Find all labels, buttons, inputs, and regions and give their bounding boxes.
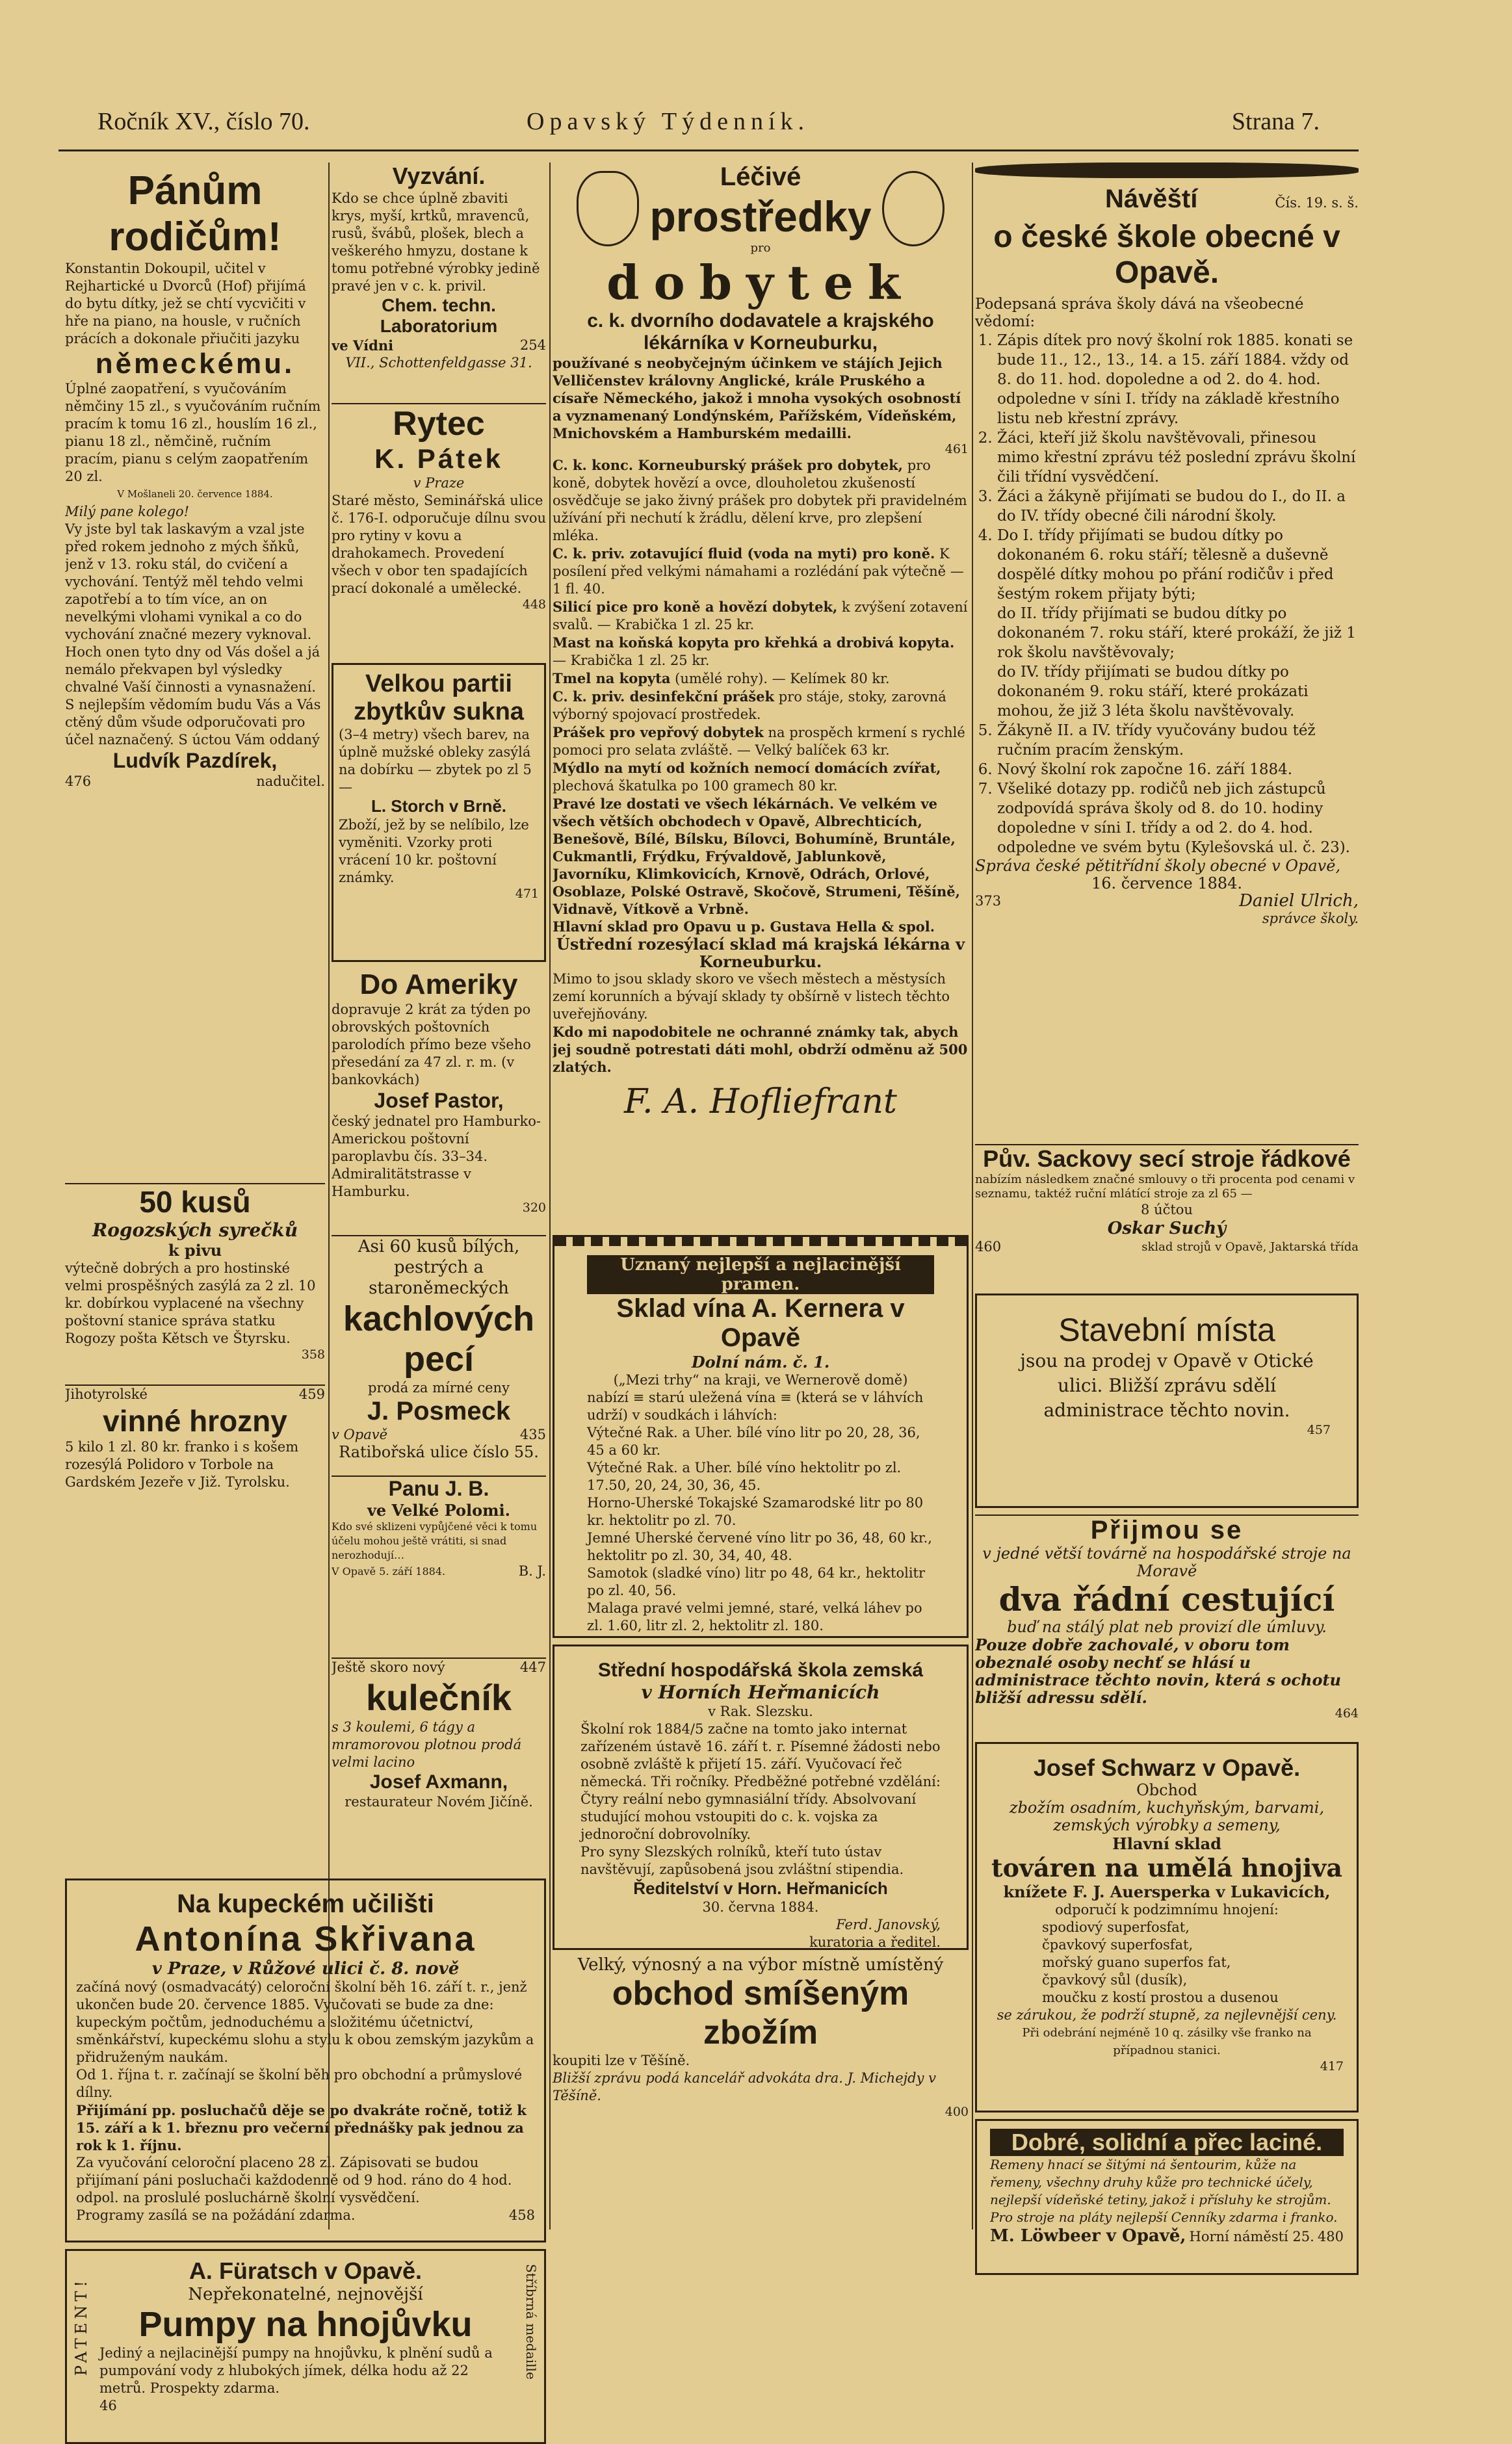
- wine-item: Malaga pravé velmi jemné, staré, velká láhev po zl. 1.60, litr zl. 2, hektolitr zl. 180.: [587, 1600, 922, 1633]
- ad-text: zbožím osadním, kuchyňským, barvami, zemských výrobky a semeny,: [1009, 1799, 1325, 1834]
- ad-date: 16. července 1884.: [1091, 874, 1243, 892]
- ad-text: s 3 koulemi, 6 tágy a mramorovou plotnou prodá velmi lacino: [332, 1719, 522, 1770]
- ad-text: Hlavní sklad pro Opavu u p. Gustava Hella & spol.: [553, 918, 935, 935]
- ad-title: prostředky: [649, 192, 872, 240]
- ad-side-label: Stříbrná medaille: [523, 2264, 539, 2380]
- ad-signature: Daniel Ulrich,: [1239, 891, 1359, 911]
- wine-item: Horno-Uherské Tokajské Szamarodské litr po 80 kr. hektolitr po zl. 70.: [587, 1495, 924, 1528]
- ad-title: Na kupeckém učilišti: [177, 1890, 434, 1918]
- notice-item: 3. Žáci a žákyně přijímati se budou do I., do II. a do IV. třídy obecné čili národní školy.: [997, 487, 1359, 526]
- ad-text: Přijímání pp. posluchačů děje se po dvakráte ročně, totiž k 15. září a k 1. březnu pro večerní přednášky pak jednou za rok k 1. říjnu.: [76, 2102, 527, 2153]
- product-name: C. k. priv. desinfekční prášek: [553, 688, 775, 705]
- ad-number: 358: [301, 1347, 325, 1362]
- horse-icon: [882, 171, 945, 246]
- product-name: Tmel na kopyta: [553, 670, 671, 686]
- ad-notice-polomi: [332, 1476, 546, 1652]
- ad-subtitle: ve Velké Polomi.: [367, 1501, 511, 1520]
- ad-headline: německému.: [95, 348, 295, 380]
- ad-title: Velkou partii zbytkův sukna: [354, 670, 524, 725]
- product-name: C. k. priv. zotavující fluid (voda na myti) pro koně.: [553, 545, 935, 562]
- ad-text: v Opavě: [332, 1427, 388, 1442]
- ad-subtitle: Nepřekonatelné, nejnovější: [188, 2285, 423, 2304]
- product-item: moučku z kostí prostou a dusenou: [1042, 1990, 1279, 2005]
- ad-seed-drills: [975, 1144, 1359, 1288]
- ad-title: Josef Schwarz v Opavě.: [1033, 1754, 1301, 1781]
- ad-text: restaurateur Novém Jičíně.: [345, 1794, 533, 1810]
- ad-name: M. Löwbeer v Opavě,: [990, 2226, 1186, 2246]
- notice-item: 2. Žáci, kteří již školu navštěvovali, přinesou mimo křestní zprávu též poslední zprávu školní čili třídní vysvědčení.: [997, 428, 1359, 487]
- ad-title: obchod smíšeným zbožím: [612, 1975, 909, 2051]
- ad-billiards: [332, 1658, 546, 1873]
- product-name: Mýdlo na mytí od kožních nemocí domácích zvířat,: [553, 760, 941, 776]
- ad-grapes: [65, 1384, 325, 1516]
- ad-text: Pouze dobře zachovalé, v oboru tom obeznalé osoby nechť se hlásí u administrace těchto novin, která s ochotu bližší adressu sdělí.: [975, 1635, 1342, 1707]
- ad-name: J. Posmeck: [367, 1397, 511, 1425]
- ad-title: Návěští: [1105, 185, 1198, 213]
- ad-headline: dva řádní cestující: [998, 1580, 1335, 1618]
- ad-text: výtečně dobrých a pro hostinské velmi prospěšných zasýlá za 2 zl. 10 kr. dobírkou vyplacené na všechny poštovní stanice správa statku Rogozy pošta Kětsch ve Štyrsku.: [65, 1260, 316, 1346]
- ad-title: kulečník: [365, 1677, 512, 1718]
- ad-signature: Ludvík Pazdírek,: [112, 749, 278, 772]
- ad-text: odporučí k podzimnímu hnojení:: [1055, 1902, 1279, 1918]
- product-name: Prášek pro vepřový dobytek: [553, 724, 764, 740]
- ad-headline: Pumpy na hnojůvku: [138, 2305, 473, 2344]
- ad-headline: Chem. techn. Laboratorium: [380, 295, 498, 336]
- ad-text: nabízí ≡ starú uležená vína ≡ (která se v láhvích udrží) v soudkách i láhvích:: [587, 1390, 924, 1423]
- ad-text: Asi 60 kusů bílých, pestrých a staroněmeckých: [358, 1237, 520, 1298]
- ad-banner: Uznaný nejlepší a nejlacinější pramen.: [587, 1255, 934, 1294]
- column-divider: [549, 162, 551, 2230]
- notice-list: [975, 331, 1359, 857]
- ad-text: nadučitel.: [256, 774, 325, 789]
- product-text: k zvýšení zotavení svalů. — Krabička 1 zl. 25 kr.: [553, 599, 968, 632]
- wine-item: Výtečné Rak. a Uher. bílé víno hektolitr po zl. 17.50, 20, 24, 30, 36, 45.: [587, 1460, 902, 1493]
- ad-number: 464: [1335, 1706, 1359, 1721]
- product-text: pro stáje, stoky, zarovná výborný spojovací prostředek.: [553, 689, 946, 722]
- ad-number: 447: [519, 1659, 546, 1675]
- ad-name: Oskar Suchý: [1107, 1219, 1227, 1238]
- ad-text: v jedné větší továrně na hospodářské stroje na Moravě: [982, 1544, 1351, 1580]
- ad-number: 458: [508, 2207, 535, 2223]
- ad-number: 320: [522, 1201, 546, 1215]
- ad-title: Pánům rodičům!: [109, 168, 281, 259]
- column-divider: [972, 162, 973, 2230]
- ad-text: Školní rok 1884/5 začne na tomto jako internat zařízeném ústavě 16. září t. r. Písemné žádosti nebo osobně zvláště k přijetí 15. září. Vyučovací řeč německá. Tři ročníky. Předběžné potřebné vzdělání: Čtyry reální nebo gymnasiální třídy. Absolvovaní studující mohou vstoupiti do c. k. vojska za jednoroční dobrovolníky.: [580, 1721, 941, 1842]
- ad-fertilizer: [975, 1742, 1359, 2112]
- ad-title: Vyzvání.: [392, 162, 486, 189]
- ad-subtitle: c. k. dvorního dodavatele a krajského lékárníka v Korneuburku,: [587, 310, 934, 354]
- ad-title: vinné hrozny: [103, 1404, 287, 1438]
- ad-veterinary: [553, 162, 969, 1228]
- product-text: (umělé rohy). — Kelímek 80 kr.: [675, 671, 890, 686]
- ad-number: 459: [298, 1386, 325, 1402]
- notice-item: 5. Žákyně II. a IV. třídy vyučovány budou též ručním pracím ženským.: [997, 721, 1359, 760]
- ad-shop-sale: [553, 1956, 969, 2145]
- ad-text: jsou na prodej v Opavě v Otické ulici. Bližší zprávu sdělí administrace těchto novin.: [1020, 1350, 1314, 1421]
- ad-title: kachlových pecí: [343, 1299, 535, 1379]
- ad-text: prodá za mírné ceny: [368, 1380, 510, 1396]
- ad-text: sklad strojů v Opavě, Jaktarská třída: [1141, 1240, 1359, 1254]
- ad-text: Programy zasílá se na požádání zdarma.: [76, 2207, 356, 2223]
- ad-text: Horní náměstí 25.: [1189, 2229, 1314, 2244]
- ad-text: 5 kilo 1 zl. 80 kr. franko i s košem rozesýlá Polidoro v Torbole na Gardském Jezeře v Již. Tyrolsku.: [65, 1439, 299, 1490]
- ad-name: Josef Pastor,: [374, 1089, 504, 1112]
- ad-subtitle: Dolní nám. č. 1.: [691, 1353, 830, 1372]
- ad-text: správce školy.: [1262, 911, 1359, 926]
- ad-subtitle: Hlavní sklad: [1112, 1834, 1221, 1853]
- ad-number: 457: [1307, 1423, 1331, 1437]
- product-item: čpavkový superfosfat,: [1042, 1937, 1193, 1953]
- ad-salesmen: [975, 1514, 1359, 1737]
- ad-number: 373: [975, 893, 1002, 909]
- ad-subtitle: v Horních Heřmanicích: [641, 1682, 880, 1703]
- ad-date: V Mošlaneli 20. července 1884.: [117, 488, 273, 500]
- ad-text: Při odebrání nejméně 10 q. zásilky vše franko na případnou stanici.: [1022, 2026, 1312, 2057]
- ad-title: Dobré, solidní a přec laciné.: [990, 2129, 1344, 2156]
- ad-text: se zárukou, že podrží stupně, za nejlevnější ceny.: [997, 2007, 1337, 2023]
- ad-number: 476: [65, 774, 92, 789]
- ad-headline: továren na umělá hnojiva: [991, 1853, 1342, 1882]
- ad-text: V Opavě 5. září 1884.: [332, 1565, 446, 1578]
- ad-text: (3–4 metry) všech barev, na úplně mužské obleky zasýlá na dobírku — zbytek po zl 5 —: [339, 727, 532, 795]
- ad-text: v Praze: [413, 475, 465, 491]
- ad-text: kuratoria a ředitel.: [809, 1934, 941, 1950]
- ad-engraver: [332, 403, 546, 658]
- notice-item: do II. třídy přijímati se budou dítky po dokonaném 7. roku stáří, které prokáží, že již 1 rok školu navštěvovaly;: [997, 605, 1356, 661]
- ad-title: Sklad vína A. Kernera v Opavě: [616, 1294, 905, 1352]
- ad-subtitle: k pivu: [168, 1241, 222, 1260]
- ad-text: („Mezi trhy“ na kraji, ve Wernerově domě): [613, 1372, 908, 1388]
- notice-item: 1. Zápis dítek pro nový školní rok 1885. konati se bude 11., 12., 13., 14. a 15. září 1884. vždy od 8. do 11. hod. dopoledne a od 2. do 4. hod. odpoledne v síni I. třídy na základě křestního listu neb křestní zprávy.: [997, 331, 1359, 428]
- issue-label: Ročník XV., číslo 70.: [98, 108, 310, 135]
- masthead: Opavský Týdenník.: [527, 108, 810, 135]
- ad-subtitle: v Praze, v Růžové ulici č. 8. nově: [151, 1959, 460, 1979]
- ad-title: Panu J. B.: [388, 1477, 489, 1500]
- ad-text: český jednatel pro Hamburko-Americkou poštovní paroplavbu čís. 33–34. Admiralitätstrasse v Hamburku.: [332, 1113, 541, 1199]
- ad-stoves: [332, 1235, 546, 1470]
- ad-text: Kdo své sklizeni vypůjčené věci k tomu účelu mohou ještě vrátiti, si snad nerozhodují…: [332, 1520, 538, 1561]
- product-text: — Krabička 1 zl. 25 kr.: [553, 653, 710, 668]
- ad-text: VII., Schottenfeldgasse 31.: [345, 355, 532, 370]
- ad-number: Čís. 19. s. š.: [1275, 195, 1359, 211]
- crest-icon: [577, 171, 639, 246]
- ornament-bar: [975, 162, 1359, 178]
- ad-title: Léčivé: [720, 162, 802, 191]
- product-text: pro koně, dobytek hovězí a ovce, dlouholetou zkušeností osvědčuje se jako živný prášek pro dobytek při pravidelném užívání při nechutí k žrádlu, dělení krve, pro zlepšení mléka.: [553, 458, 967, 543]
- ad-title: Rytec: [393, 405, 485, 443]
- ad-name: Josef Axmann,: [369, 1771, 508, 1793]
- ad-number: 46: [99, 2398, 117, 2413]
- ad-cheese: [65, 1183, 325, 1379]
- ad-headline: Ředitelství v Horn. Heřmanicích: [633, 1878, 888, 1898]
- ornament-border: [554, 1237, 967, 1246]
- ad-text: Mimo to jsou sklady skoro ve všech městech a městysích zemí korunních a bývají sklady ty obšírně v listech těchto uveřejňovány.: [553, 971, 950, 1022]
- ad-text: B. J.: [518, 1563, 546, 1579]
- ad-title: Střední hospodářská škola zemská: [597, 1659, 924, 1681]
- ad-name: L. Storch v Brně.: [371, 796, 507, 816]
- ad-text: Ratibořská ulice číslo 55.: [339, 1443, 539, 1461]
- product-text: na prospěch krmení s rychlé pomoci pro selata zvláště. — Velký balíček 63 kr.: [553, 725, 965, 758]
- ad-text: dopravuje 2 krát za týden po obrovských poštovních parolodích přímo beze všeho přesedání za 47 zl. r. m. (v bankovkách): [332, 1002, 531, 1087]
- product-item: spodiový superfosfat,: [1042, 1919, 1190, 1935]
- ad-wine: [553, 1235, 969, 1638]
- ad-text: Ústřední rozesýlací sklad má krajská lékárna v Korneuburku.: [556, 935, 965, 971]
- ad-text: buď na stálý plat neb provizí dle úmluvy.: [1007, 1618, 1327, 1636]
- ad-name: Antonína Skřivana: [135, 1919, 476, 1958]
- ad-text: Kdo mi napodobitele ne ochranné známky tak, abych jej soudně potrestati dáti mohl, obdrží odměnu až 500 zlatých.: [553, 1024, 968, 1075]
- ad-text: Zboží, jež by se nelíbilo, lze vyměniti. Vzorky proti vrácení 10 kr. poštovní známky.: [339, 817, 529, 885]
- ad-number: 460: [975, 1239, 1002, 1254]
- ad-america: [332, 968, 546, 1228]
- ad-parents: [65, 162, 325, 1176]
- ad-text: Ještě skoro nový: [332, 1659, 445, 1675]
- ad-title: Přijmou se: [1090, 1516, 1244, 1544]
- ad-text: Správa české pětitřídní školy obecné v Opavě,: [975, 857, 1341, 875]
- wine-item: [587, 1635, 934, 1638]
- ad-agricultural-school: [553, 1644, 969, 1950]
- ad-text: používané s neobyčejným účinkem ve stájích Jejich Velličenstev královny Anglické, krále Pruského a císaře Německého, jakož i mnoha vysokých osobností a vyznamenaný Londýnském, Pařížském, Vídeňském, Mnichovském a Hamburském medailli.: [553, 355, 961, 441]
- ad-signature: Ferd. Janovský,: [836, 1917, 941, 1932]
- ad-text: nabízím následkem značné smlouvy o tři procenta pod cenami v seznamu, taktéž ruční mlátící stroje za zl 65 —: [975, 1173, 1355, 1201]
- ad-headline: o české škole obecné v Opavě.: [993, 220, 1340, 290]
- ad-name: K. Pátek: [374, 443, 503, 474]
- ad-title: 50 kusů: [139, 1185, 251, 1219]
- signature: F. A. Hofliefrant: [624, 1082, 897, 1121]
- header-rule: [59, 150, 1359, 151]
- ad-building-plots: [975, 1294, 1359, 1508]
- page-number: Strana 7.: [1231, 108, 1320, 135]
- product-name: C. k. konc. Korneuburský prášek pro dobytek,: [553, 457, 903, 473]
- notice-item: 4. Do I. třídy přijímati se budou dítky po dokonaném 6. roku stáří; tělesně a duševně dospělé dítky mohou po přání rodičův i před šestým rokem přijaty býti;: [997, 526, 1359, 604]
- ad-text: 8 účtou: [1141, 1202, 1193, 1217]
- ad-belts: [975, 2119, 1359, 2275]
- ad-school-notice: [975, 162, 1359, 1138]
- ad-text: Milý pane kolego!: [65, 504, 190, 519]
- wine-item: Výtečné Rak. a Uher. bílé víno litr po 20, 28, 36, 45 a 60 kr.: [587, 1425, 920, 1458]
- newspaper-page: [59, 91, 1359, 2413]
- ad-pumps: [65, 2249, 546, 2444]
- notice-item: do IV. třídy přijímati se budou dítky po dokonaném 9. roku stáří, které prokázati mohou, že již 3 léta školu navštěvovaly.: [997, 664, 1309, 720]
- ad-text: Podepsaná správa školy dává na všeobecné vědomí:: [975, 296, 1304, 330]
- ad-date: 30. června 1884.: [702, 1899, 819, 1915]
- wine-item: Jemné Uherské červené víno litr po 36, 48, 60 kr., hektolitr po zl. 30, 34, 40, 48.: [587, 1530, 932, 1563]
- ad-text: Za vyučování celoroční placeno 28 zl. Zápisovati se budou přijímaní páni posluchači každodenně od 9 hod. ráno do 4 hod. odpol. na proslulé posluchárně školní vysvědčení.: [76, 2155, 512, 2205]
- ad-cloth: [332, 663, 546, 962]
- ad-text: Staré město, Seminářská ulice č. 176-I. odporučuje dílnu svou pro rytiny v kovu a drahokamech. Provedení všech v obor ten spadajících prací dokonalé a umělecké.: [332, 493, 546, 596]
- ad-text: Jihotyrolské: [65, 1386, 148, 1402]
- product-text: K posílení před velkými námahami a rozlédání pak výtečně — 1 fl. 40.: [553, 546, 964, 597]
- ad-headline: dobytek: [606, 255, 915, 310]
- ad-text: koupiti lze v Těšíně.: [553, 2053, 690, 2068]
- product-name: Mast na koňská kopyta pro křehká a drobivá kopyta.: [553, 634, 955, 651]
- product-text: plechová škatulka po 100 gramech 80 kr.: [553, 778, 838, 794]
- ad-number: 471: [515, 887, 539, 901]
- ad-number: 417: [1320, 2059, 1344, 2074]
- ad-commercial-school: [65, 1878, 546, 2242]
- ad-subtitle: Rogozských syrečků: [92, 1219, 298, 1241]
- ad-text: Od 1. října t. r. začínají se školní běh pro obchodní a průmyslové dílny.: [76, 2067, 523, 2100]
- ad-side-label: PATENT!: [72, 2277, 90, 2376]
- ad-number: 448: [522, 597, 546, 612]
- product-item: čpavkový sůl (dusík),: [1042, 1972, 1188, 1988]
- page-header: [59, 101, 1359, 140]
- ad-text: Remeny hnací se šitými ná šentourim, kůže na řemeny, všechny druhy kůže pro technické účely, nejlepší vídeňské tetiny, jakož i přísluhy ke strojům. Pro stroje na pláty nejlepší Cenníky zdarma i franko.: [990, 2157, 1338, 2225]
- ad-text: Velký, výnosný a na výbor místně umístěný: [577, 1956, 944, 1975]
- product-item: mořský guano superfos fat,: [1042, 1955, 1231, 1970]
- product-name: Silicí pice pro koně a hovězí dobytek,: [553, 599, 838, 615]
- ad-number: 400: [945, 2105, 969, 2119]
- ad-text: Jediný a nejlacinější pumpy na hnojůvku, k plnění sudů a pumpování vody z hlubokých jímek, délka hodu až 22 metrů. Prospekty zdarma.: [99, 2345, 493, 2396]
- ad-text: Kdo se chce úplně zbaviti krys, myší, krtků, mravenců, rusů, švábů, plošek, blech a veškerého hmyzu, dostane k tomu potřebné výrobky jedině pravé jen v c. k. privil.: [332, 190, 540, 294]
- ad-text: v Rak. Slezsku.: [708, 1704, 813, 1719]
- ad-text: začíná nový (osmadvacátý) celoroční školní běh 16. září t. r., jenž ukončen bude 20. července 1885. Vyučovati se bude za dne: kupeckým počtům, jednoduchému a složitému účetnictví, směnkářství, kupeckému slohu a stylu k obou zemským jazykům a přidruženým naukám.: [76, 1979, 534, 2065]
- ad-title: Do Ameriky: [359, 968, 518, 1000]
- ad-text: pro: [750, 241, 771, 255]
- ad-number: 435: [519, 1427, 546, 1442]
- ad-text: knížete F. J. Auersperka v Lukavicích,: [1003, 1882, 1331, 1901]
- ad-text: Konstantin Dokoupil, učitel v Rejhartické u Dvorců (Hof) přijímá do bytu dítky, jež se chtí vycvičiti v hře na piano, na housle, v ručních prácích a dokonale přiučiti jazyku: [65, 261, 306, 346]
- notice-item: 7. Všeliké dotazy pp. rodičů neb jich zástupců zodpovídá správa školy od 8. do 10. hodiny dopoledne v síni I. třídy a od 2. do 4. hod. odpoledne ve svém bytu (Kylešovská ul. č. 23).: [997, 779, 1359, 857]
- ad-text: ve Vídni: [332, 337, 394, 354]
- ad-pest-control: [332, 162, 546, 396]
- ad-title: A. Füratsch v Opavě.: [189, 2257, 423, 2284]
- ad-subtitle: Obchod: [1136, 1781, 1197, 1799]
- ad-title: Stavební místa: [1058, 1312, 1275, 1348]
- ad-text: Úplné zaopatření, s vyučováním němčiny 15 zl., s vyučováním ručním pracím k tomu 16 zl., houslím 16 zl., pianu 18 zl., němčině, ručním pracím, pianu s celým zaopatřením 20 zl.: [65, 381, 321, 484]
- ad-text: Pro syny Slezských rolníků, kteří tuto ústav navštěvují, zapůsobená jsou zvláštní stipendia.: [580, 1844, 904, 1877]
- ad-number: 254: [519, 337, 546, 353]
- notice-item: 6. Nový školní rok započne 16. září 1884.: [997, 760, 1359, 779]
- ad-text: Bližší zprávu podá kancelář advokáta dra. J. Michejdy v Těšíně.: [553, 2070, 936, 2103]
- ad-text: Vy jste byl tak laskavým a vzal jste před rokem jednoho z mých šňků, jenž v 13. roku stál, do cvičení a vychování. Tentýž měl tehdo velmi zapotřebí a to tím více, an on nevelkými vlohami vynikal a co do vychování značné mezery vyknoval. Hoch onen tyto dny od Vás došel a já nemálo překvapen byl výsledky chvalné Vaší činnosti a vynasnažení.: [65, 521, 320, 695]
- ad-number: 461: [945, 442, 969, 456]
- ad-number: 480: [1317, 2229, 1344, 2244]
- ad-title: Pův. Sackovy secí stroje řádkové: [983, 1145, 1351, 1172]
- ad-text: S nejlepším vědomím budu Vás a Vás ctěný dům všude odporučovati pro účel naznačený. S úctou Vám oddaný: [65, 697, 321, 748]
- wine-item: Samotok (sladké víno) litr po 48, 64 kr., hektolitr po zl. 40, 56.: [587, 1565, 926, 1598]
- ad-text: Pravé lze dostati ve všech lékárnách. Ve velkém ve všech větších obchodech v Opavě, Albrechticích, Benešově, Bílé, Bílsku, Bílovci, Bohumíně, Bruntále, Cukmantli, Frýdku, Frývaldově, Jablunkově, Javorníku, Klimkovicích, Krnově, Odrách, Orlové, Osoblaze, Polské Ostravě, Skočově, Strumeni, Těšíně, Vidnavě, Vítkově a Vrbně.: [553, 796, 960, 917]
